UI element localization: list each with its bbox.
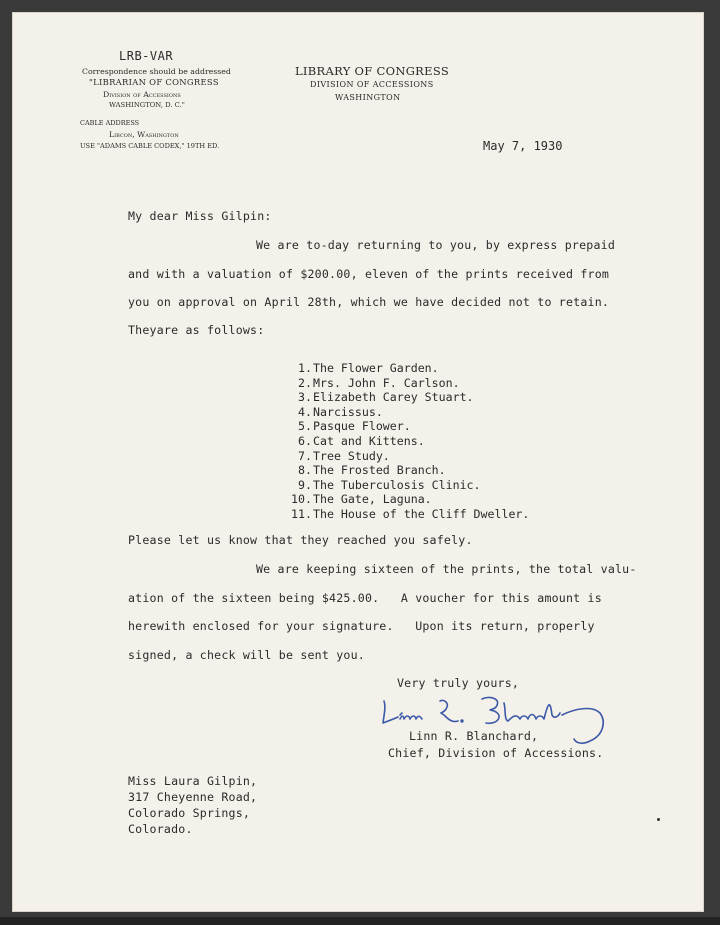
body-line: signed, a check will be sent you. — [128, 648, 365, 662]
list-item-number: 11. — [291, 506, 312, 521]
returned-prints-list — [284, 361, 529, 522]
body-line: and with a valuation of $200.00, eleven of the prints received from — [128, 267, 610, 281]
letterhead-title: LIBRARY OF CONGRESS — [295, 64, 449, 78]
correspondence-line: Correspondence should be addressed — [82, 67, 231, 76]
list-item-title: Tree Study. — [313, 448, 390, 463]
address-line: Colorado. — [128, 822, 193, 836]
list-item-number: 6. — [298, 433, 312, 448]
list-item — [284, 478, 529, 493]
scan-border — [0, 917, 720, 925]
list-item — [284, 449, 529, 464]
list-item — [284, 492, 529, 507]
list-item — [284, 434, 529, 449]
letterhead-division: DIVISION OF ACCESSIONS — [310, 80, 434, 89]
list-item-number: 7. — [298, 448, 312, 463]
list-item — [284, 419, 529, 434]
list-item-title: The Frosted Branch. — [313, 463, 446, 478]
list-item — [284, 361, 529, 376]
closing: Very truly yours, — [397, 676, 520, 690]
body-line: We are to-day returning to you, by express prepaid — [256, 238, 616, 252]
body-line: Theyare as follows: — [128, 323, 265, 337]
list-item-number: 2. — [298, 375, 312, 390]
address-line: Miss Laura Gilpin, — [128, 774, 258, 788]
signer-name: Linn R. Blanchard, — [409, 729, 539, 743]
correspondence-line: WASHINGTON, D. C." — [109, 101, 185, 109]
handwritten-signature — [378, 693, 624, 753]
salutation: My dear Miss Gilpin: — [128, 209, 272, 223]
letterhead-city: WASHINGTON — [335, 93, 401, 102]
list-item — [284, 390, 529, 405]
list-item-number: 1. — [298, 361, 312, 375]
list-item — [284, 507, 529, 522]
list-item-title: Cat and Kittens. — [313, 433, 425, 448]
correspondence-line: Division of Accessions — [103, 90, 181, 99]
address-line: Colorado Springs, — [128, 806, 251, 820]
body-line: We are keeping sixteen of the prints, the total valu- — [256, 562, 637, 576]
correspondence-line: "LIBRARIAN OF CONGRESS — [89, 77, 219, 87]
body-line: you on approval on April 28th, which we have decided not to retain. — [128, 295, 610, 309]
list-item-number: 9. — [298, 477, 312, 492]
list-item-title: The House of the Cliff Dweller. — [313, 506, 530, 521]
paragraph-reached-safely: Please let us know that they reached you safely. — [128, 533, 473, 547]
list-item-number: 10. — [291, 492, 312, 507]
signer-title: Chief, Division of Accessions. — [388, 746, 604, 760]
ink-speck — [657, 818, 660, 821]
letter-date: May 7, 1930 — [483, 139, 563, 153]
cable-line: USE "ADAMS CABLE CODEX," 19TH ED. — [80, 142, 220, 150]
list-item — [284, 405, 529, 420]
cable-line: Libcon, Washington — [109, 130, 179, 139]
list-item-number: 4. — [298, 404, 312, 419]
list-item-title: Pasque Flower. — [313, 419, 411, 434]
reference-initials: LRB-VAR — [119, 49, 174, 63]
list-item-title: The Gate, Laguna. — [313, 492, 432, 507]
list-item-number: 5. — [298, 419, 312, 434]
list-item-number: 8. — [298, 463, 312, 478]
list-item-number: 3. — [298, 390, 312, 405]
body-line: ation of the sixteen being $425.00. A voucher for this amount is — [128, 591, 602, 605]
list-item — [284, 463, 529, 478]
list-item — [284, 376, 529, 391]
body-line: herewith enclosed for your signature. Upon its return, properly — [128, 619, 595, 633]
list-item-title: Mrs. John F. Carlson. — [313, 375, 460, 390]
list-item-title: The Tuberculosis Clinic. — [313, 477, 481, 492]
letter-page — [12, 12, 704, 912]
address-line: 317 Cheyenne Road, — [128, 790, 258, 804]
list-item-title: Elizabeth Carey Stuart. — [313, 390, 474, 405]
list-item-title: Narcissus. — [313, 404, 383, 419]
cable-line: CABLE ADDRESS — [80, 119, 140, 127]
list-item-title: The Flower Garden. — [313, 361, 439, 375]
